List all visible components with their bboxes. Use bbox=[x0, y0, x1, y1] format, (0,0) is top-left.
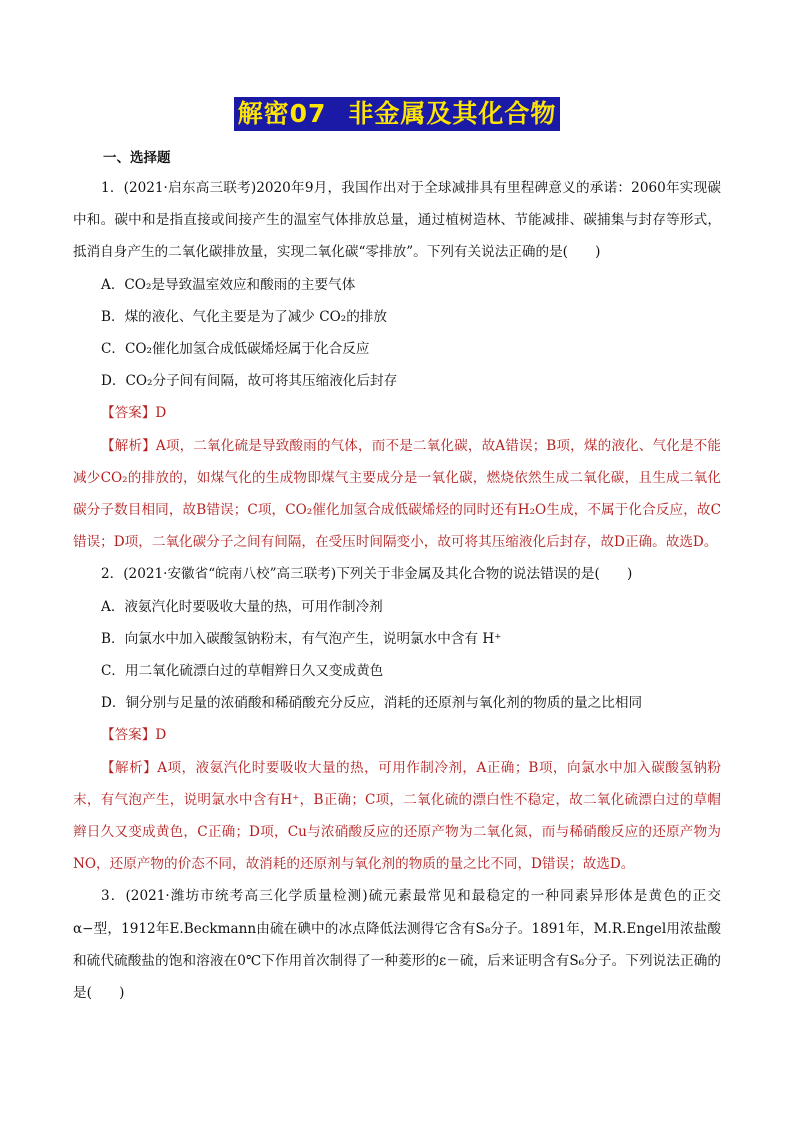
q2-answer-value: D bbox=[155, 727, 167, 744]
q2-analysis-text: A项，液氨汽化时要吸收大量的热，可用作制冷剂，A正确；B项，向氯水中加入碳酸氢钠粉末，有气泡产生，说明氯水中含有H⁺，B正确；C项，二氧化硫的漂白性不稳定，故二氧化硫漂白过的草帽辫日久又变成黄色，C正确；D项，Cu与浓硝酸反应的还原产物为二氧化氮，而与稀硝酸反应的还原产物为NO，还原产物的价态不同，故消耗的还原剂与氧化剂的物质的量之比不同，D错误；故选D。 bbox=[73, 759, 721, 873]
q2-analysis bbox=[73, 752, 721, 881]
q1-answer-tag: 【答案】 bbox=[101, 405, 156, 422]
q1-answer-value: D bbox=[155, 405, 167, 422]
q2-stem: 2．(2021·安徽省“皖南八校”高三联考)下列关于非金属及其化合物的说法错误的是( ) bbox=[101, 566, 633, 583]
title-prefix: 解密07 bbox=[237, 99, 327, 128]
q2-answer bbox=[73, 719, 721, 751]
title-block bbox=[0, 97, 794, 131]
title-main: 非金属及其化合物 bbox=[348, 99, 557, 128]
q1-analysis-text: A项，二氧化硫是导致酸雨的气体，而不是二氧化碳，故A错误；B项，煤的液化、气化是不能减少CO₂的排放的，如煤气化的生成物即煤气主要成分是一氧化碳，燃烧依然生成二氧化碳，且生成二氧化碳分子数目相同，故B错误；C项，CO₂催化加氢合成低碳烯烃的同时还有H₂O生成，不属于化合反应，故C错误；D项，二氧化碳分子之间有间隔，在受压时间隔变小，故可将其压缩液化后封存，故D正确。故选D。 bbox=[73, 437, 721, 551]
section-heading: 一、选择题 bbox=[103, 150, 171, 166]
q2-option-b: B．向氯水中加入碳酸氢钠粉末，有气泡产生，说明氯水中含有 H⁺ bbox=[101, 630, 502, 647]
page-title bbox=[234, 97, 561, 131]
q1-option-b: B．煤的液化、气化主要是为了减少 CO₂的排放 bbox=[101, 308, 387, 325]
q1-option-a: A．CO₂是导致温室效应和酸雨的主要气体 bbox=[101, 276, 356, 293]
q1-analysis-tag: 【解析】 bbox=[101, 437, 156, 454]
q1-option-d: D．CO₂分子间有间隔，故可将其压缩液化后封存 bbox=[101, 373, 398, 390]
q1-option-c: C．CO₂催化加氢合成低碳烯烃属于化合反应 bbox=[101, 341, 370, 358]
q2-option-c: C．用二氧化硫漂白过的草帽辫日久又变成黄色 bbox=[101, 663, 384, 680]
q3-stem: 3．(2021·潍坊市统考高三化学质量检测)硫元素最常见和最稳定的一种同素异形体是黄色的正交α−型，1912年E.Beckmann由硫在碘中的冰点降低法测得它含有S₈分子。1891年，M.R.Engel用浓盐酸和硫代硫酸盐的饱和溶液在0℃下作用首次制得了一种菱形的ε－硫，后来证明含有S₆分子。下列说法正确的是( ) bbox=[73, 888, 721, 1002]
q1-answer bbox=[73, 397, 721, 429]
q2-option-d: D．铜分别与足量的浓硝酸和稀硝酸充分反应，消耗的还原剂与氧化剂的物质的量之比相同 bbox=[101, 695, 643, 712]
q2-option-a: A．液氨汽化时要吸收大量的热，可用作制冷剂 bbox=[101, 598, 383, 615]
q2-analysis-tag: 【解析】 bbox=[101, 759, 158, 776]
questions bbox=[73, 172, 721, 1009]
q1-analysis bbox=[73, 430, 721, 559]
q2-answer-tag: 【答案】 bbox=[101, 727, 156, 744]
q1-stem: 1．(2021·启东高三联考)2020年9月，我国作出对于全球减排具有里程碑意义的承诺：2060年实现碳中和。碳中和是指直接或间接产生的温室气体排放总量，通过植树造林、节能减排、碳捕集与封存等形式，抵消自身产生的二氧化碳排放量，实现二氧化碳“零排放”。下列有关说法正确的是( ) bbox=[73, 180, 721, 261]
